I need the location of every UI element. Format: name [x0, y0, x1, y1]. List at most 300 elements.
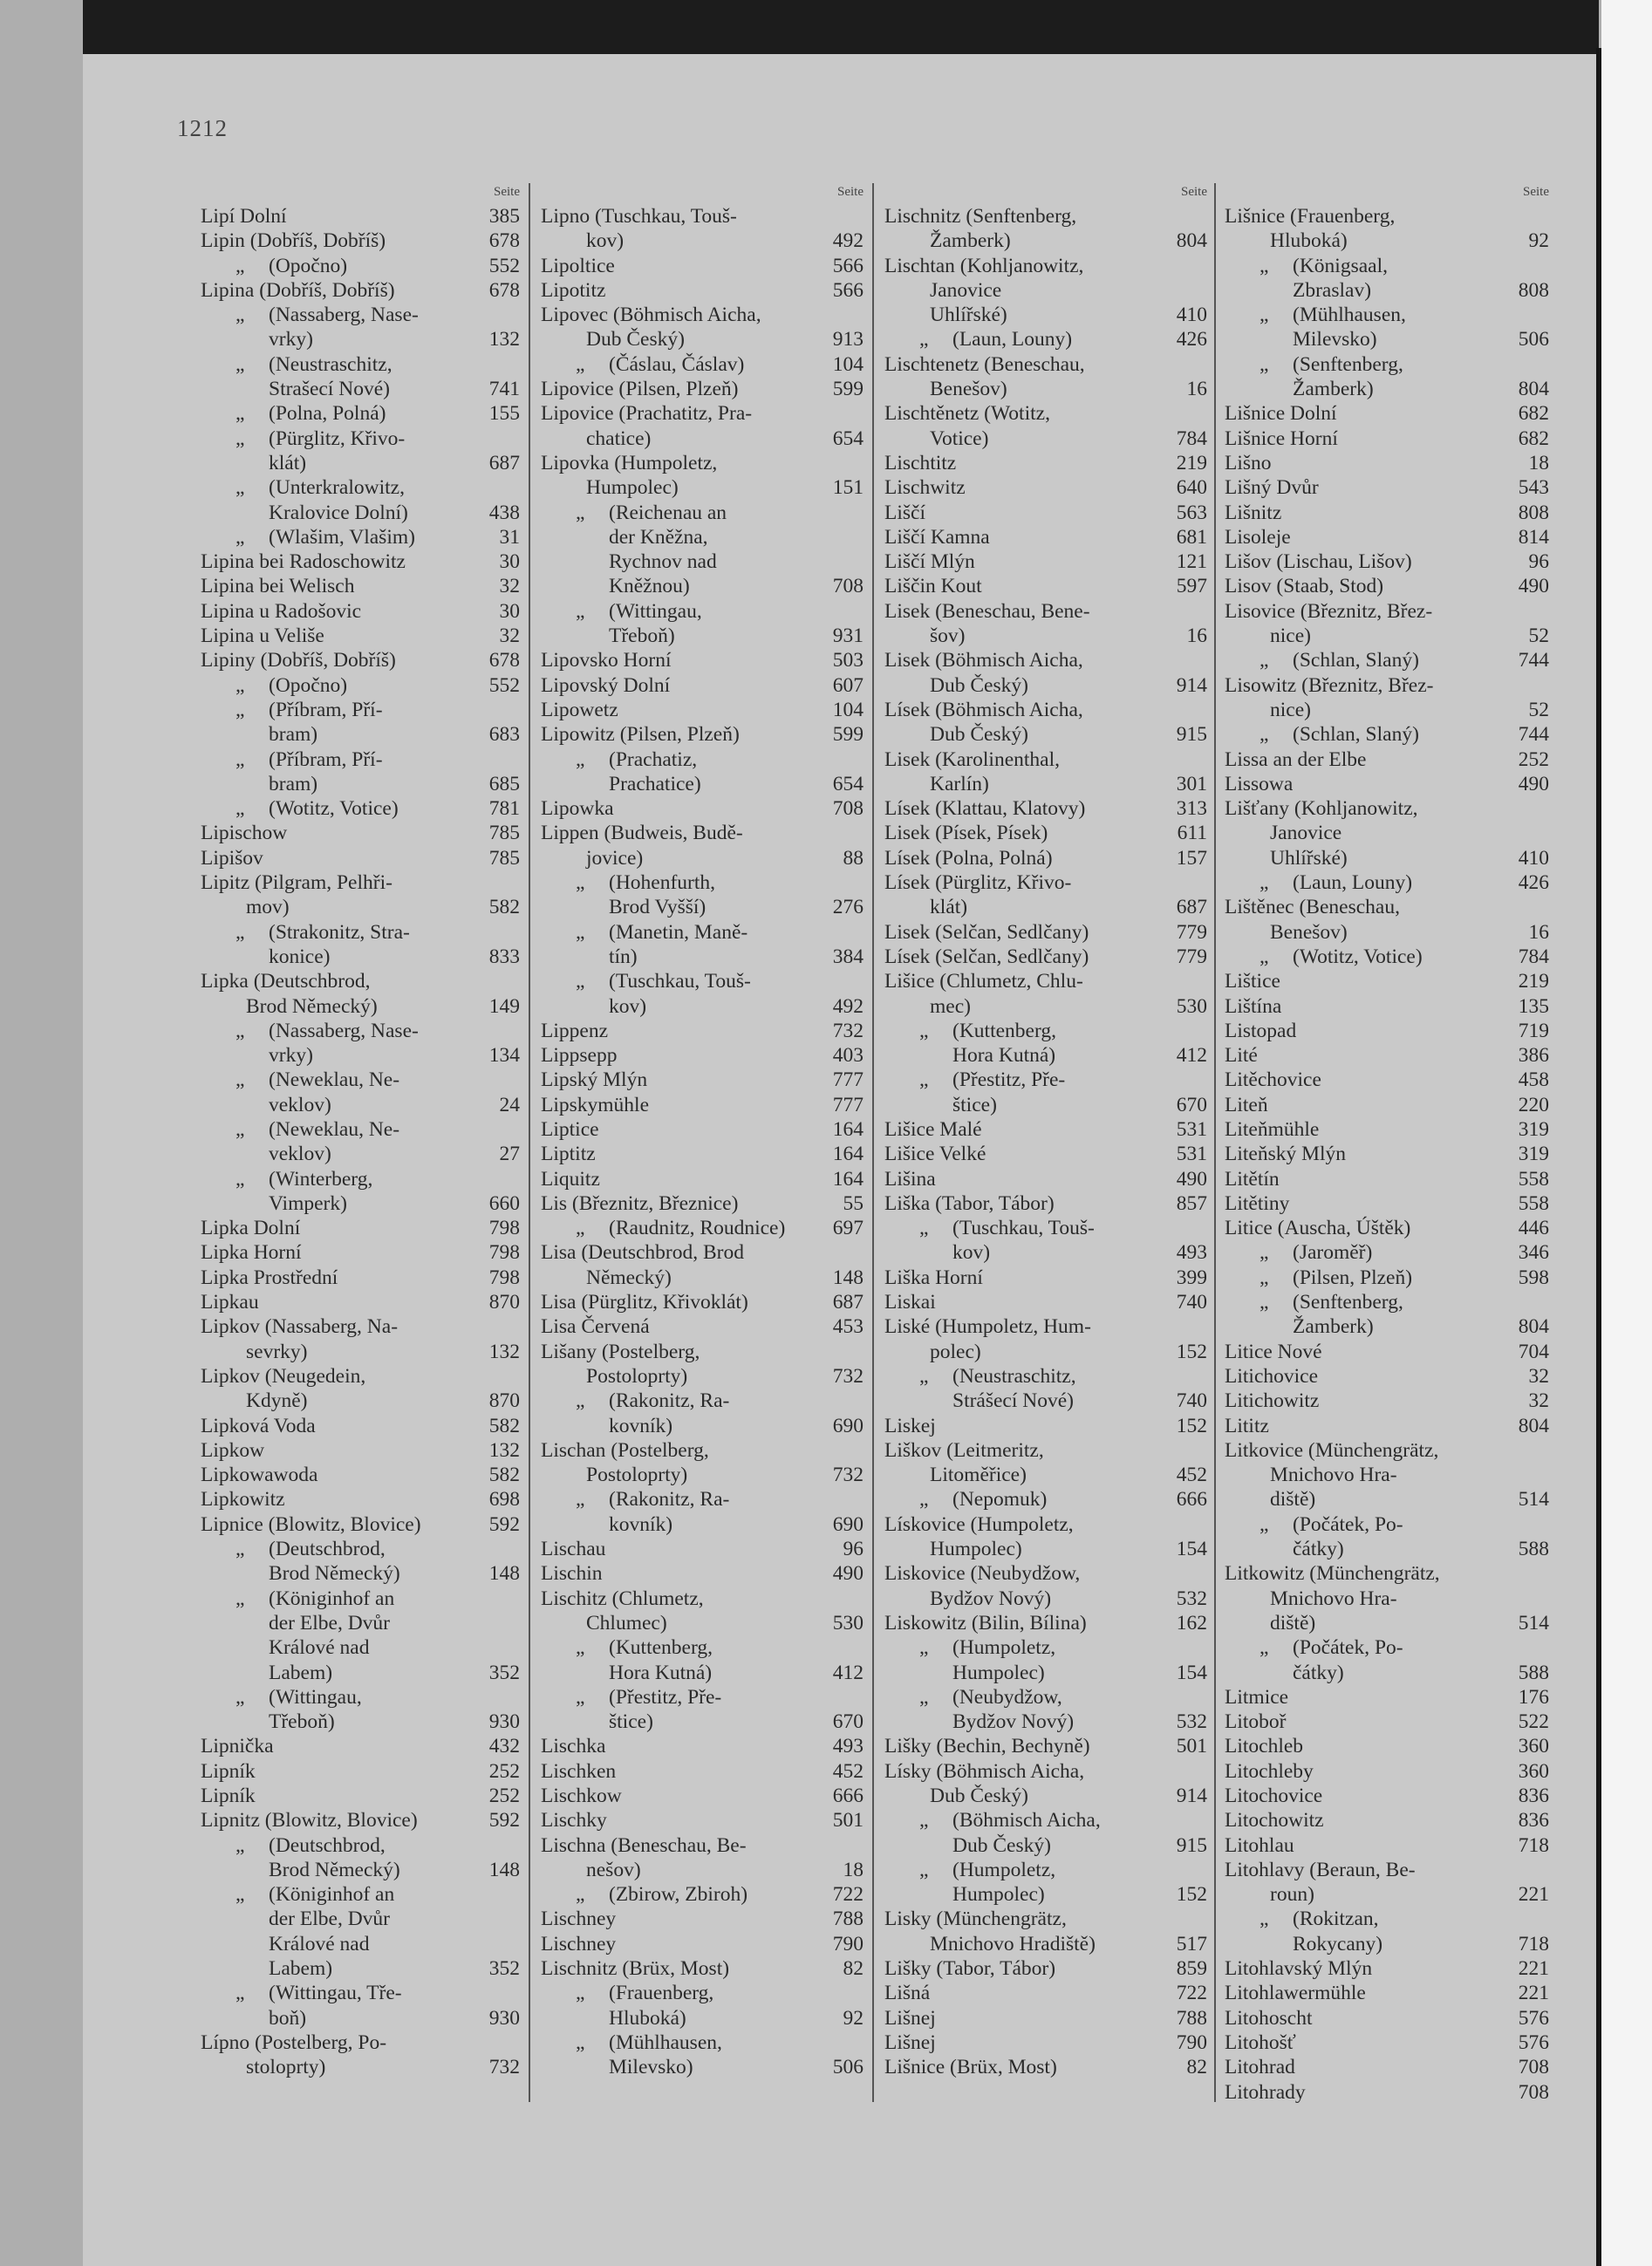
entry-place-name: Liské (Humpoletz, Hum- polec)	[884, 1315, 1091, 1363]
entry-page-number: 685	[488, 772, 520, 795]
entry-page-number: 682	[1518, 402, 1549, 426]
index-entry	[541, 1191, 864, 1216]
entry-page-number: 859	[1176, 1957, 1207, 1981]
entry-place-name: Lisek (Selčan, Sedlčany)	[884, 920, 1089, 944]
index-entry	[1225, 1561, 1549, 1635]
entry-page-number: 788	[832, 1908, 864, 1931]
ditto-mark: „	[919, 1809, 929, 1833]
index-entry	[1225, 204, 1549, 254]
entry-place-name: Lísek (Polna, Polná)	[884, 846, 1053, 870]
entry-page-number: 352	[488, 1957, 520, 1981]
entry-place-name: (Wlašim, Vlašim)	[269, 525, 415, 549]
entry-page-number: 592	[488, 1512, 520, 1536]
entry-page-number: 836	[1518, 1809, 1549, 1833]
entry-place-name: Lísek (Klattau, Klatovy)	[884, 797, 1086, 821]
entry-page-number: 660	[488, 1191, 520, 1215]
entry-place-name: Liška Horní	[884, 1266, 983, 1289]
entry-place-name: Lipkow	[201, 1438, 265, 1462]
index-entry	[541, 204, 864, 254]
index-entry	[884, 1290, 1207, 1314]
entry-page-number: 784	[1518, 945, 1549, 968]
entry-place-name: Lippen (Budweis, Budě- jovice)	[541, 822, 743, 870]
index-entry	[541, 1882, 864, 1907]
entry-page-number: 164	[832, 1143, 864, 1166]
entry-page-number: 151	[832, 476, 864, 500]
entry-place-name: Liskowitz (Bilin, Bílina)	[884, 1611, 1087, 1635]
entry-place-name: (Rakonitz, Ra- kovník)	[609, 1488, 730, 1536]
index-entry	[541, 1142, 864, 1166]
entry-place-name: Liptitz	[541, 1143, 596, 1166]
ditto-mark: „	[576, 2031, 585, 2054]
index-entry	[201, 1759, 520, 1784]
entry-place-name: Lipkov (Neugedein, Kdyně)	[201, 1364, 366, 1413]
entry-page-number: 798	[488, 1217, 520, 1240]
entry-page-number: 804	[1518, 1414, 1549, 1437]
index-entry	[884, 1907, 1207, 1956]
entry-place-name: Lipitz (Pilgram, Pelhři- mov)	[201, 871, 393, 919]
entry-place-name: (Wittingau, Třeboň)	[269, 1685, 362, 1734]
entry-place-name: (Hohenfurth, Brod Vyšší)	[609, 871, 716, 919]
entry-place-name: Liskovice (Neubydžow, Bydžov Nový)	[884, 1562, 1081, 1610]
entry-page-number: 931	[832, 625, 864, 648]
entry-page-number: 506	[832, 2056, 864, 2079]
entry-place-name: (Nepomuk)	[952, 1488, 1048, 1512]
column-header-seite: Seite	[1523, 185, 1549, 199]
entry-page-number: 722	[832, 1883, 864, 1907]
entry-page-number: 252	[1518, 747, 1549, 771]
entry-place-name: (Pürglitz, Křivo- klát)	[269, 427, 406, 474]
entry-place-name: (Königinhof an der Elbe, Dvůr Králové nad Labem)	[269, 1883, 395, 1981]
entry-place-name: Lípno (Postelberg, Po- stoloprty)	[201, 2031, 387, 2079]
entry-place-name: (Schlan, Slaný)	[1293, 649, 1419, 672]
entry-page-number: 313	[1176, 797, 1207, 821]
entry-place-name: Lipischow	[201, 822, 288, 845]
entry-page-number: 857	[1176, 1191, 1207, 1215]
index-entry	[884, 747, 1207, 797]
ditto-mark: „	[919, 1068, 929, 1092]
entry-place-name: Lisek (Karolinenthal, Karlín)	[884, 747, 1060, 795]
entry-place-name: Lišov (Lischau, Lišov)	[1225, 550, 1412, 574]
entry-page-number: 566	[832, 278, 864, 302]
index-entry	[884, 1142, 1207, 1166]
entry-place-name: Lippenz	[541, 1019, 608, 1042]
entry-page-number: 152	[1176, 1340, 1207, 1363]
entry-place-name: (Nassaberg, Nase- vrky)	[269, 1019, 419, 1068]
entry-place-name: Lissa an der Elbe	[1225, 747, 1367, 771]
ditto-mark: „	[236, 1019, 245, 1042]
entry-page-number: 708	[1518, 2080, 1549, 2104]
entry-page-number: 514	[1518, 1488, 1549, 1512]
index-entry	[884, 1759, 1207, 1809]
index-entry	[884, 1438, 1207, 1488]
ditto-mark: „	[576, 1488, 585, 1512]
entry-place-name: Litkovice (Münchengrätz, Mnichovo Hra- diště)	[1225, 1438, 1439, 1512]
index-entry	[884, 204, 1207, 254]
index-entry	[1225, 549, 1549, 574]
entry-page-number: 666	[1176, 1488, 1207, 1512]
entry-place-name: Lipowka	[541, 797, 614, 821]
index-entry	[884, 1808, 1207, 1858]
ditto-mark: „	[1259, 1512, 1269, 1536]
index-entry	[201, 427, 520, 476]
index-entry	[884, 1858, 1207, 1908]
index-entry	[884, 1561, 1207, 1611]
entry-page-number: 446	[1518, 1217, 1549, 1240]
entry-page-number: 785	[488, 846, 520, 870]
entry-page-number: 176	[1518, 1685, 1549, 1709]
index-entry	[201, 796, 520, 821]
ditto-mark: „	[236, 920, 245, 944]
entry-place-name: (Winterberg, Vimperk)	[269, 1167, 373, 1215]
index-entry	[541, 1314, 864, 1339]
index-entry	[1225, 945, 1549, 969]
entry-place-name: (Wittingau, Třeboň)	[609, 599, 702, 648]
entry-page-number: 452	[832, 1759, 864, 1783]
entry-place-name: Liquitz	[541, 1167, 600, 1191]
entry-page-number: 432	[488, 1735, 520, 1758]
entry-page-number: 319	[1518, 1117, 1549, 1141]
entry-place-name: (Polna, Polná)	[269, 402, 386, 426]
entry-page-number: 16	[1528, 920, 1549, 944]
entry-page-number: 708	[832, 797, 864, 821]
index-entry	[541, 1019, 864, 1043]
index-entry	[1225, 1340, 1549, 1364]
index-entry	[201, 254, 520, 278]
entry-page-number: 718	[1518, 1932, 1549, 1955]
index-entry	[541, 1932, 864, 1956]
entry-place-name: Lischnitz (Senftenberg, Žamberk)	[884, 205, 1077, 253]
entry-place-name: Lipka Prostřední	[201, 1266, 338, 1289]
index-entry	[1225, 1858, 1549, 1908]
entry-place-name: Lipoltice	[541, 254, 615, 277]
ditto-mark: „	[576, 1389, 585, 1413]
ditto-mark: „	[576, 352, 585, 376]
entry-page-number: 132	[488, 1438, 520, 1462]
index-entry	[884, 1167, 1207, 1191]
entry-page-number: 410	[1176, 304, 1207, 327]
ditto-mark: „	[576, 871, 585, 895]
entry-place-name: Lipník	[201, 1785, 256, 1807]
entry-place-name: Lipí Dolní	[201, 205, 287, 228]
entry-place-name: Litohlavský Mlýn	[1225, 1957, 1373, 1981]
entry-place-name: Lišnice (Brüx, Most)	[884, 2056, 1057, 2079]
index-entry	[884, 1019, 1207, 1068]
entry-place-name: Lišnitz	[1225, 501, 1282, 524]
entry-place-name: Litětín	[1225, 1167, 1280, 1191]
entry-page-number: 492	[832, 994, 864, 1018]
entry-place-name: (Neustraschitz, Strašecí Nové)	[269, 352, 393, 401]
index-entry	[541, 401, 864, 451]
entry-page-number: 808	[1518, 501, 1549, 524]
entry-place-name: Lisky (Münchengrätz, Mnichovo Hradiště)	[884, 1908, 1096, 1955]
index-entry	[201, 1314, 520, 1364]
index-entry	[201, 648, 520, 672]
entry-place-name: Lísek (Pürglitz, Křivo- klát)	[884, 871, 1072, 919]
entry-page-number: 607	[832, 673, 864, 697]
entry-page-number: 930	[488, 1710, 520, 1734]
entry-page-number: 654	[832, 772, 864, 795]
entry-page-number: 149	[488, 994, 520, 1018]
entry-place-name: Litohlavy (Beraun, Be- roun)	[1225, 1858, 1416, 1907]
entry-place-name: Lischkow	[541, 1785, 622, 1807]
entry-place-name: Lištice	[1225, 970, 1280, 993]
entry-page-number: 681	[1176, 525, 1207, 549]
index-entry	[1225, 1266, 1549, 1290]
entry-page-number: 221	[1518, 1982, 1549, 2005]
entry-page-number: 96	[1528, 550, 1549, 574]
entry-page-number: 221	[1518, 1957, 1549, 1981]
entry-place-name: Lisovice (Březnitz, Břez- nice)	[1225, 599, 1433, 648]
entry-page-number: 458	[1518, 1068, 1549, 1092]
entry-page-number: 92	[1528, 229, 1549, 253]
entry-page-number: 352	[488, 1661, 520, 1684]
entry-page-number: 930	[488, 2006, 520, 2030]
entry-place-name: Lipotitz	[541, 278, 606, 302]
ditto-mark: „	[576, 1883, 585, 1907]
entry-page-number: 687	[832, 1291, 864, 1314]
entry-place-name: Lipnitz (Blowitz, Blovice)	[201, 1809, 418, 1833]
column-divider	[529, 183, 530, 2102]
index-entry	[541, 1290, 864, 1314]
ditto-mark: „	[236, 797, 245, 821]
entry-place-name: Lischan (Postelberg, Postoloprty)	[541, 1438, 709, 1487]
entry-page-number: 531	[1176, 1143, 1207, 1166]
index-entry	[1225, 870, 1549, 895]
entry-place-name: Lipnička	[201, 1735, 274, 1758]
ditto-mark: „	[1259, 945, 1269, 968]
index-entry	[884, 1068, 1207, 1117]
entry-place-name: (Königsaal, Zbraslav)	[1293, 254, 1388, 302]
entry-page-number: 104	[832, 698, 864, 721]
entry-page-number: 670	[1176, 1093, 1207, 1116]
index-entry	[541, 1043, 864, 1068]
entry-place-name: Lisa (Deutschbrod, Brod Německý)	[541, 1241, 744, 1289]
entry-page-number: 96	[843, 1538, 864, 1561]
index-entry	[1225, 1710, 1549, 1734]
index-entry	[201, 352, 520, 402]
entry-page-number: 592	[488, 1809, 520, 1833]
entry-place-name: Lipka Horní	[201, 1241, 302, 1265]
index-entry	[201, 525, 520, 549]
index-entry	[541, 1784, 864, 1808]
entry-place-name: Lipkau	[201, 1291, 259, 1314]
entry-page-number: 52	[1528, 698, 1549, 721]
entry-page-number: 18	[843, 1858, 864, 1881]
entry-page-number: 784	[1176, 427, 1207, 450]
entry-page-number: 678	[488, 229, 520, 253]
entry-page-number: 32	[499, 575, 520, 598]
entry-page-number: 915	[1176, 1833, 1207, 1857]
entry-place-name: (Přestitz, Pře- štice)	[952, 1068, 1066, 1116]
entry-page-number: 490	[832, 1562, 864, 1586]
index-entry	[541, 1537, 864, 1561]
entry-page-number: 654	[832, 427, 864, 450]
entry-place-name: Litochleby	[1225, 1759, 1314, 1783]
entry-place-name: Lišnice Horní	[1225, 427, 1338, 450]
index-entry	[201, 1068, 520, 1117]
entry-place-name: Litichovice	[1225, 1364, 1319, 1388]
ditto-mark: „	[576, 970, 585, 993]
entry-page-number: 490	[1176, 1167, 1207, 1191]
entry-place-name: Lis (Březnitz, Březnice)	[541, 1191, 739, 1215]
entry-page-number: 611	[1177, 822, 1207, 845]
entry-place-name: Lišice (Chlumetz, Chlu- mec)	[884, 970, 1083, 1018]
entry-page-number: 18	[1528, 451, 1549, 474]
entry-page-number: 683	[488, 723, 520, 747]
entry-page-number: 670	[832, 1710, 864, 1734]
index-entry	[884, 1266, 1207, 1290]
entry-place-name: Lischky	[541, 1809, 607, 1833]
entry-place-name: Lipkowitz	[201, 1488, 285, 1512]
entry-page-number: 452	[1176, 1464, 1207, 1487]
index-entry	[201, 1808, 520, 1833]
entry-page-number: 501	[832, 1809, 864, 1833]
index-entry	[1225, 994, 1549, 1019]
entry-page-number: 914	[1176, 1785, 1207, 1807]
entry-page-number: 798	[488, 1241, 520, 1265]
entry-place-name: Lisowitz (Březnitz, Břez- nice)	[1225, 673, 1434, 721]
entry-page-number: 220	[1518, 1093, 1549, 1116]
index-entry	[201, 1414, 520, 1438]
entry-page-number: 779	[1176, 945, 1207, 968]
ditto-mark: „	[236, 402, 245, 426]
entry-page-number: 790	[832, 1932, 864, 1955]
index-entry	[201, 1290, 520, 1314]
index-entry	[1225, 2006, 1549, 2031]
entry-page-number: 563	[1176, 501, 1207, 524]
entry-place-name: (Tuschkau, Touš- kov)	[952, 1217, 1095, 1265]
entry-page-number: 558	[1518, 1191, 1549, 1215]
entry-place-name: Lišany (Postelberg, Postoloprty)	[541, 1340, 700, 1388]
entry-place-name: Lischtěnetz (Wotitz, Votice)	[884, 402, 1050, 450]
entry-place-name: (Königinhof an der Elbe, Dvůr Králové nad Labem)	[269, 1587, 395, 1684]
entry-page-number: 385	[488, 205, 520, 228]
index-entry	[1225, 1414, 1549, 1438]
index-entry	[884, 648, 1207, 698]
entry-place-name: Lissowa	[1225, 772, 1294, 795]
ditto-mark: „	[576, 1636, 585, 1660]
entry-page-number: 582	[488, 896, 520, 919]
entry-place-name: Lískovice (Humpoletz, Humpolec)	[884, 1512, 1074, 1561]
index-entry	[541, 698, 864, 722]
ditto-mark: „	[919, 1217, 929, 1240]
entry-page-number: 588	[1518, 1538, 1549, 1561]
entry-place-name: (Frauenberg, Hluboká)	[609, 1982, 714, 2030]
entry-page-number: 599	[832, 378, 864, 401]
entry-page-number: 503	[832, 649, 864, 672]
entry-page-number: 384	[832, 945, 864, 968]
entry-place-name: (Mühlhausen, Milevsko)	[609, 2031, 722, 2079]
index-entry	[541, 303, 864, 352]
entry-page-number: 514	[1518, 1611, 1549, 1635]
entry-page-number: 804	[1518, 378, 1549, 401]
entry-place-name: Lisek (Beneschau, Bene- šov)	[884, 599, 1090, 648]
entry-place-name: (Schlan, Slaný)	[1293, 723, 1419, 747]
index-entry	[1225, 1142, 1549, 1166]
entry-page-number: 698	[488, 1488, 520, 1512]
index-entry	[1225, 1043, 1549, 1068]
entry-page-number: 132	[488, 1340, 520, 1363]
index-entry	[1225, 352, 1549, 402]
index-entry	[201, 1463, 520, 1487]
entry-place-name: (Počátek, Po- čátky)	[1293, 1636, 1403, 1684]
index-entry	[1225, 1290, 1549, 1340]
entry-place-name: Lischken	[541, 1759, 617, 1783]
index-entry	[541, 1759, 864, 1784]
ditto-mark: „	[576, 1217, 585, 1240]
index-entry	[884, 2006, 1207, 2031]
entry-place-name: Lipovice (Prachatitz, Pra- chatice)	[541, 402, 753, 450]
ditto-mark: „	[236, 254, 245, 277]
entry-page-number: 104	[832, 352, 864, 376]
ditto-mark: „	[236, 1538, 245, 1561]
index-column-2	[541, 185, 864, 2080]
entry-place-name: Lišťany (Kohljanowitz, Janovice Uhlířské)	[1225, 797, 1418, 870]
index-entry	[201, 747, 520, 797]
index-entry	[1225, 2055, 1549, 2079]
ditto-mark: „	[919, 1488, 929, 1512]
index-entry	[541, 1167, 864, 1191]
entry-place-name: Liskai	[884, 1291, 936, 1314]
entry-page-number: 582	[488, 1414, 520, 1437]
entry-place-name: Lisek (Böhmisch Aicha, Dub Český)	[884, 649, 1083, 697]
index-entry	[201, 698, 520, 747]
ditto-mark: „	[236, 1167, 245, 1191]
entry-page-number: 788	[1176, 2006, 1207, 2030]
index-entry	[884, 525, 1207, 549]
entry-place-name: Lísek (Selčan, Sedlčany)	[884, 945, 1089, 968]
entry-page-number: 82	[1186, 2056, 1207, 2079]
index-entry	[541, 821, 864, 870]
entry-place-name: (Humpoletz, Humpolec)	[952, 1636, 1056, 1684]
index-entry	[541, 377, 864, 401]
entry-page-number: 16	[1186, 378, 1207, 401]
entry-page-number: 530	[832, 1611, 864, 1635]
index-entry	[1225, 1068, 1549, 1092]
index-entry	[884, 501, 1207, 525]
entry-page-number: 914	[1176, 673, 1207, 697]
entry-page-number: 164	[832, 1167, 864, 1191]
entry-page-number: 399	[1176, 1266, 1207, 1289]
index-entry	[884, 821, 1207, 845]
entry-place-name: Liteňský Mlýn	[1225, 1143, 1347, 1166]
entry-page-number: 219	[1518, 970, 1549, 993]
entry-page-number: 530	[1176, 994, 1207, 1018]
entry-place-name: (Strakonitz, Stra- konice)	[269, 920, 410, 968]
entry-place-name: Lišnice (Frauenberg, Hluboká)	[1225, 205, 1396, 253]
entry-page-number: 558	[1518, 1167, 1549, 1191]
entry-page-number: 588	[1518, 1661, 1549, 1684]
entry-page-number: 732	[832, 1464, 864, 1487]
entry-page-number: 346	[1518, 1241, 1549, 1265]
entry-place-name: Lipovka (Humpoletz, Humpolec)	[541, 451, 718, 500]
entry-place-name: Liščin Kout	[884, 575, 982, 598]
entry-place-name: Lischney	[541, 1908, 617, 1931]
index-entry	[201, 204, 520, 229]
entry-page-number: 532	[1176, 1587, 1207, 1610]
entry-page-number: 798	[488, 1266, 520, 1289]
index-entry	[1225, 574, 1549, 598]
index-entry	[541, 2031, 864, 2080]
index-entry	[1225, 254, 1549, 304]
index-entry	[201, 920, 520, 970]
index-entry	[201, 1784, 520, 1808]
entry-place-name: Lišnej	[884, 2031, 936, 2054]
index-entry	[1225, 1512, 1549, 1562]
entry-page-number: 732	[832, 1364, 864, 1388]
entry-page-number: 718	[1518, 1833, 1549, 1857]
index-entry	[1225, 772, 1549, 796]
